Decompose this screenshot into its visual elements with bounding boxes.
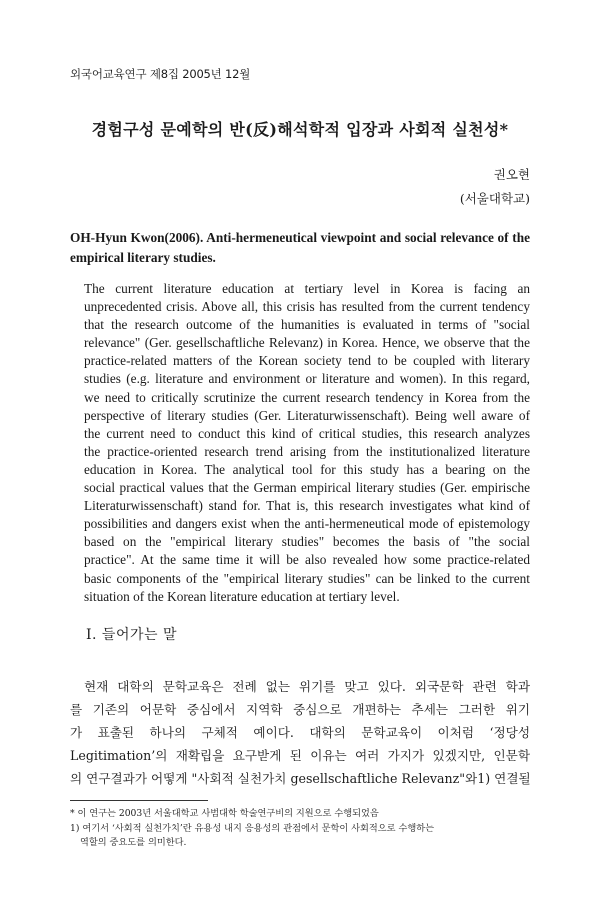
abstract-line: the practice-oriented research trend arising from the institutionalized literature: [84, 443, 530, 459]
paper-title: 경험구성 문예학의 반(反)해석학적 입장과 사회적 실천성*: [91, 120, 509, 139]
abstract-line: possibilities and dangers exist when the anti-hermeneutical mode of epistemology: [84, 516, 530, 532]
abstract-line: based on the "empirical literary studies" becomes the basis of "the social: [84, 534, 530, 550]
author-affiliation: (서울대학교): [459, 191, 530, 206]
abstract-line: practice-related matters of the Korean society tend to be coupled with literary: [84, 353, 530, 369]
abstract-line: the current need to conduct this kind of critical studies, this research analyzes: [84, 425, 530, 441]
footnote-divider: [70, 800, 208, 801]
journal-header: 외국어교육연구 제8집 2005년 12월: [70, 67, 251, 81]
body-line: 의 연구결과가 어떻게 "사회적 실천가치 gesellschaftliche Relevanz"와1) 연결될: [70, 771, 531, 786]
abstract-line: situation of the Korean literature education at tertiary level.: [84, 588, 400, 604]
body-line: Legitimation’의 재확립을 요구받게 된 이유는 여러 가지가 있겠지만, 인문학: [70, 748, 530, 763]
footnote-star: * 이 연구는 2003년 서울대학교 사범대학 학술연구비의 지원으로 수행되었음: [70, 808, 379, 819]
abstract-paragraph: [70, 280, 530, 606]
body-line: 를 기존의 어문학 중심에서 지역학 중심으로 개편하는 추세는 그러한 위기: [70, 702, 530, 717]
abstract-line: social practical values that the German empirical literary studies (Ger. empirische: [84, 480, 530, 496]
footnote-1-continued: 역할의 중요도를 의미한다.: [80, 837, 187, 848]
abstract-line: perspective of literary studies (Ger. Literaturwissenschaft). Being well aware of: [84, 407, 530, 423]
abstract-body: [70, 280, 530, 606]
abstract-line: that the research outcome of the humanities is evaluated in terms of "social: [84, 317, 530, 333]
abstract-line: relevance" (Ger. gesellschaftliche Relevanz) in Korea. Hence, we observe that the: [84, 335, 530, 351]
author-block: [460, 163, 530, 211]
author-name: 권오현: [493, 167, 530, 182]
abstract-line: practice". At the same time it will be also revealed how some practice-related: [84, 552, 530, 568]
abstract-line: education in Korea. The analytical tool for this study has a bearing on the: [84, 461, 530, 477]
body-line: 현재 대학의 문학교육은 전례 없는 위기를 맞고 있다. 외국문학 관련 학과: [84, 679, 530, 694]
footnotes: [70, 807, 530, 851]
footnote-1: 1) 여기서 ‘사회적 실천가치’란 유용성 내지 응용성의 관점에서 문학이 사회적으로 수행하는: [70, 822, 434, 834]
abstract-title: OH-Hyun Kwon(2006). Anti-hermeneutical viewpoint and social relevance of the empirical literary studies.: [70, 230, 530, 265]
abstract-line: Literaturwissenschaft) stand for. That is, this research investigates what kind of: [84, 498, 530, 514]
body-line: 가 표출된 하나의 구체적 예이다. 대학의 문학교육이 이처럼 ‘정당성: [70, 725, 530, 740]
abstract-line: unprecedented crisis. Above all, this crisis has resulted from the current tendency: [84, 299, 530, 315]
abstract-line: basic components of the "empirical literary studies" can be linked to the current: [84, 570, 530, 586]
abstract-line: we need to critically scrutinize the current research tendency in Korea from the: [84, 389, 530, 405]
abstract-line: studies (e.g. literature and environment or literature and women). In this regard,: [84, 371, 530, 387]
abstract-line: The current literature education at tertiary level in Korea is facing an: [84, 281, 530, 296]
section-heading: Ⅰ. 들어가는 말: [86, 627, 178, 643]
body-text: [70, 675, 530, 790]
